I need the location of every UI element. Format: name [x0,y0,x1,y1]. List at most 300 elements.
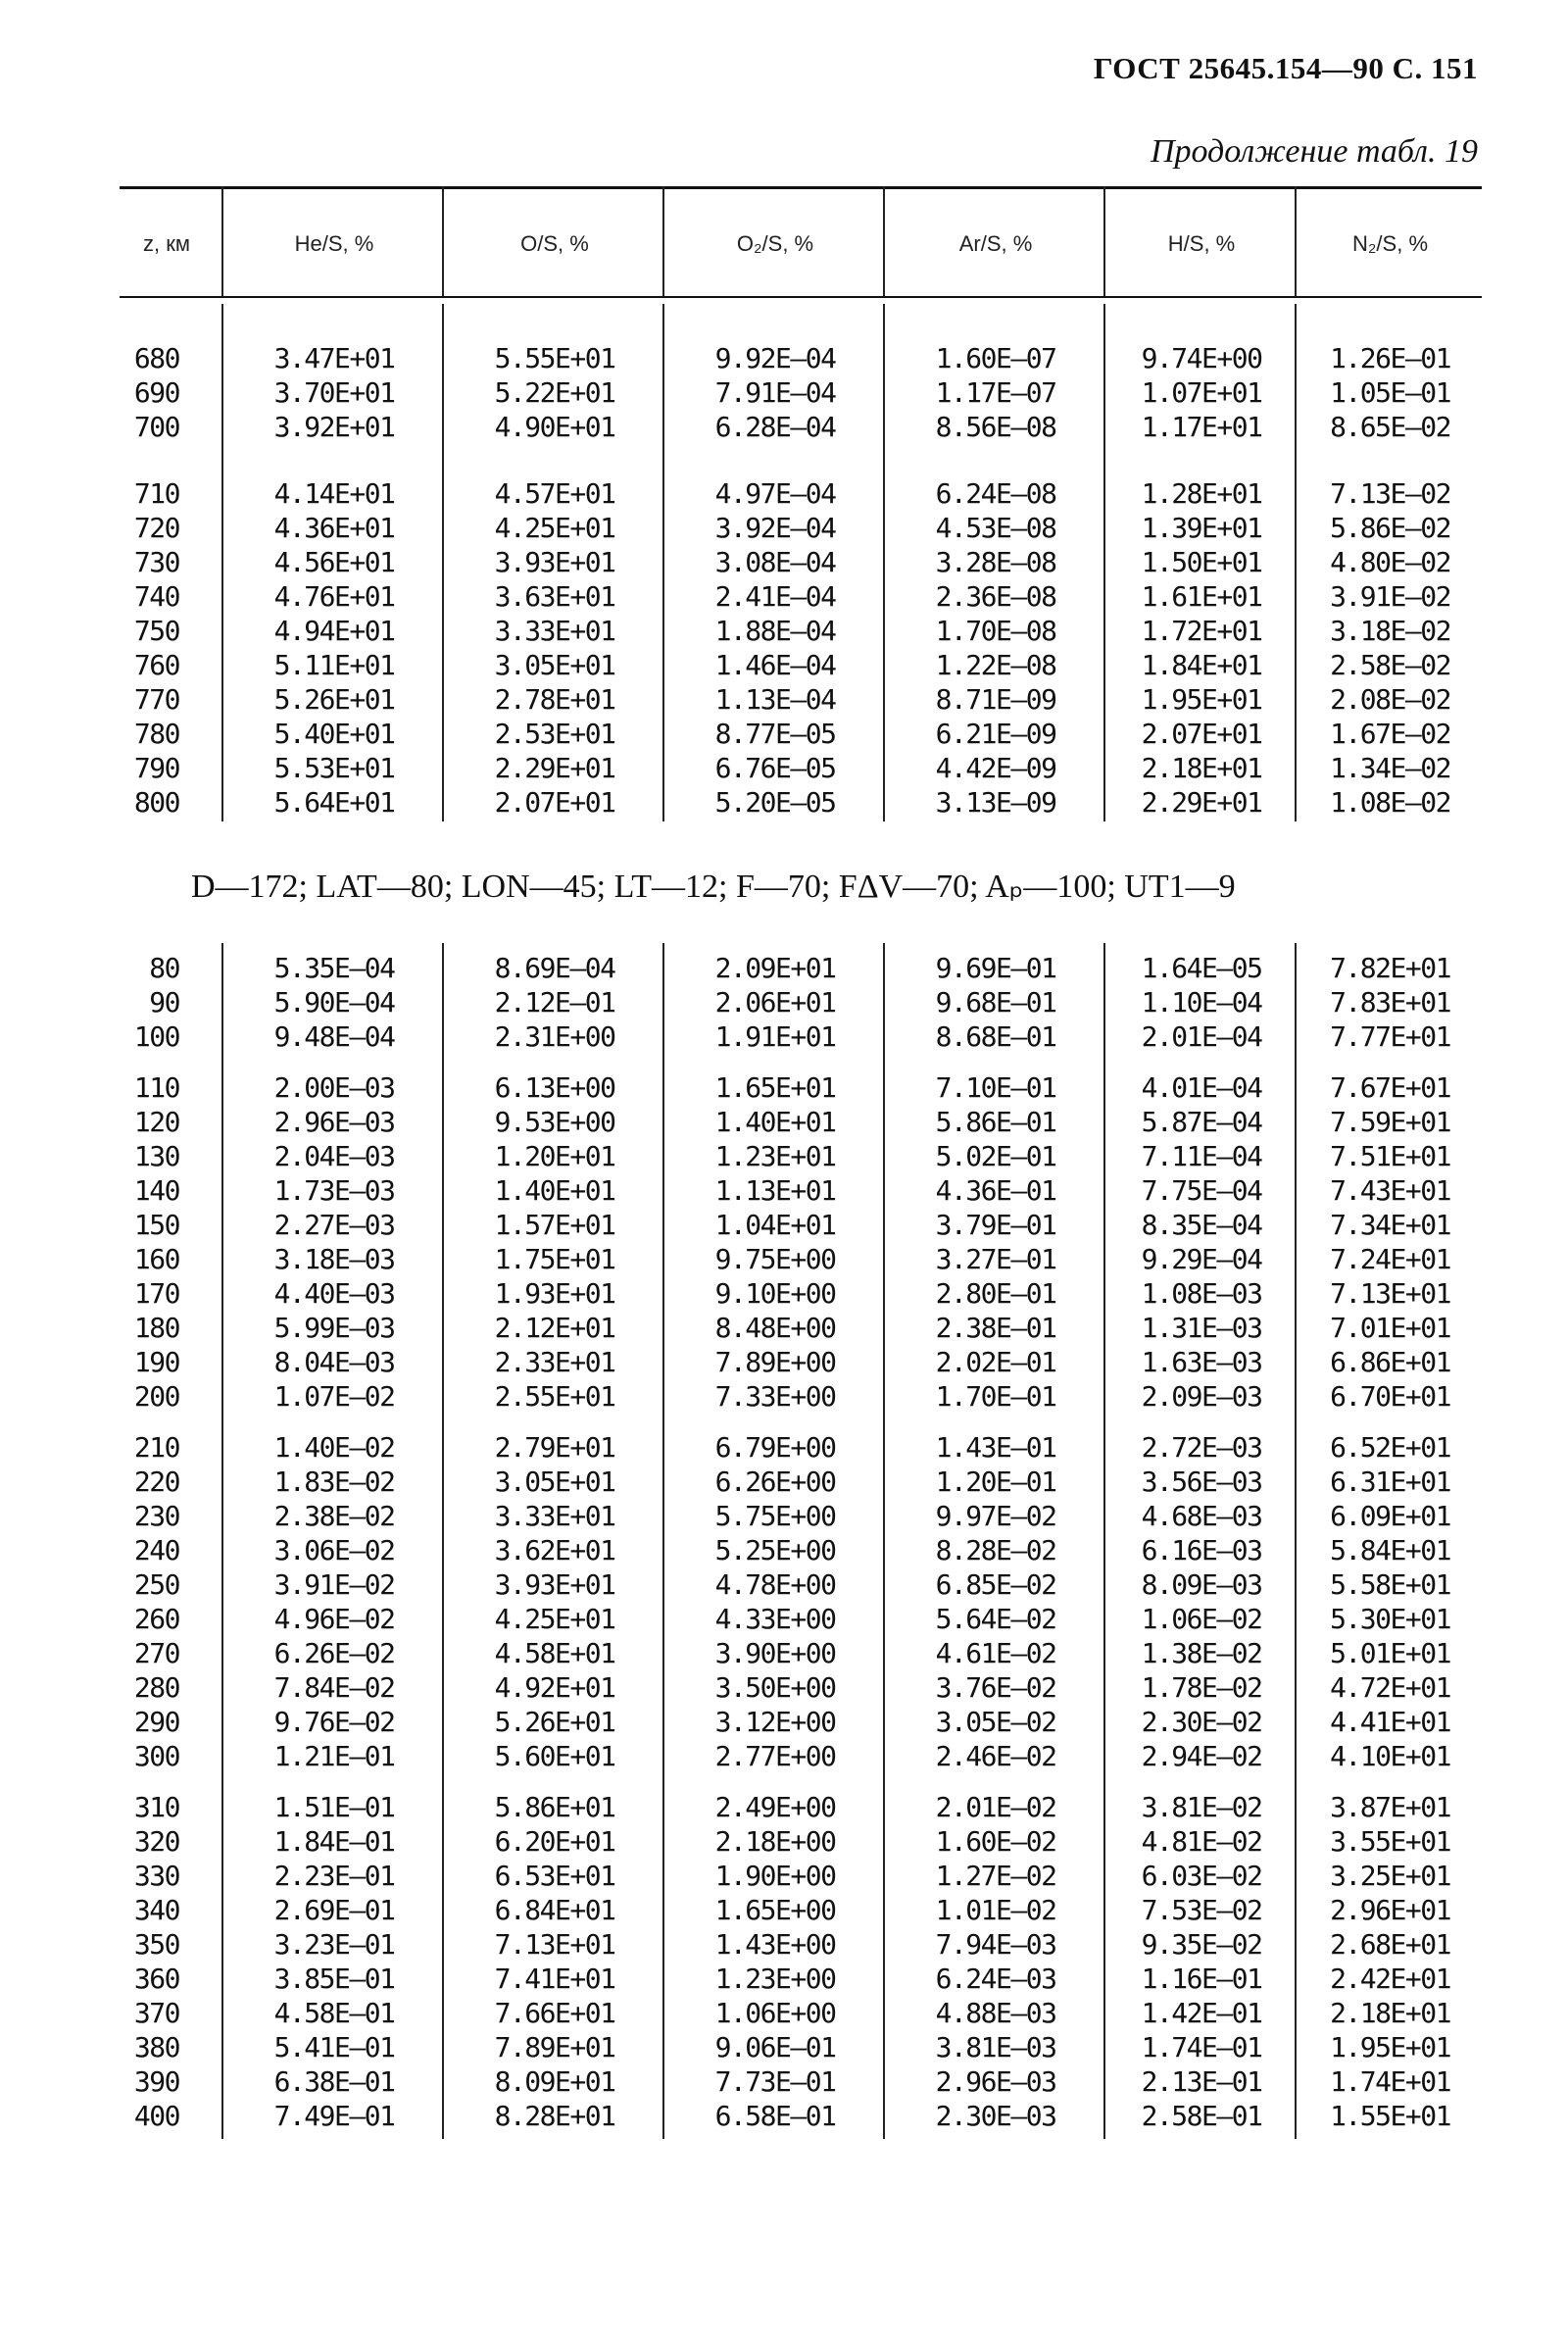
o-cell: 1.93E+01 [494,1277,615,1310]
n2-cell: 4.10E+01 [1330,1740,1450,1772]
altitude-cell: 160 [133,1243,179,1275]
n2-cell: 3.91E—02 [1330,580,1450,613]
h-cell: 1.07E+01 [1141,376,1262,409]
h-cell: 1.72E+01 [1141,615,1262,647]
altitude-cell: 150 [133,1209,179,1241]
n2-cell: 7.83E+01 [1330,986,1450,1019]
n2-cell: 1.67E—02 [1330,718,1450,750]
ar-cell: 8.68E—01 [935,1020,1056,1053]
o2-cell: 3.08E—04 [714,546,836,578]
table-top-rule [120,186,1482,189]
ar-cell: 4.53E—08 [935,512,1056,544]
he-cell: 1.21E—01 [273,1740,395,1772]
o-cell: 5.60E+01 [494,1740,615,1772]
he-cell: 9.48E—04 [273,1020,395,1053]
altitude-cell: 90 [149,986,179,1019]
o-cell: 1.57E+01 [494,1209,615,1241]
o-cell: 4.25E+01 [494,512,615,544]
o-cell: 2.07E+01 [494,786,615,819]
he-cell: 4.76E+01 [273,580,395,613]
o2-cell: 1.65E+00 [714,1894,836,1926]
altitude-cell: 100 [133,1020,179,1053]
n2-cell: 2.58E—02 [1330,649,1450,681]
page-header: ГОСТ 25645.154—90 С. 151 [1093,51,1478,85]
he-cell: 7.49E—01 [273,2100,395,2132]
o-cell: 8.28E+01 [494,2100,615,2132]
column-divider [442,304,444,821]
he-cell: 4.58E—01 [273,1997,395,2029]
altitude-cell: 170 [133,1277,179,1310]
h-cell: 4.01E—04 [1141,1071,1262,1104]
o-cell: 5.22E+01 [494,376,615,409]
altitude-cell: 140 [133,1174,179,1207]
altitude-cell: 250 [133,1568,179,1601]
he-cell: 4.56E+01 [273,546,395,578]
ar-cell: 2.38E—01 [935,1312,1056,1344]
ar-cell: 3.28E—08 [935,546,1056,578]
h-cell: 1.42E—01 [1141,1997,1262,2029]
altitude-cell: 790 [133,752,179,784]
n2-cell: 8.65E—02 [1330,411,1450,443]
h-cell: 1.39E+01 [1141,512,1262,544]
table-row [0,1790,1568,1824]
o-cell: 2.12E+01 [494,1312,615,1344]
table-row [0,951,1568,985]
altitude-cell: 130 [133,1140,179,1172]
he-cell: 4.94E+01 [273,615,395,647]
n2-cell: 7.34E+01 [1330,1209,1450,1241]
h-cell: 1.31E—03 [1141,1312,1262,1344]
table-row [0,1139,1568,1173]
he-cell: 2.38E—02 [273,1500,395,1532]
altitude-cell: 200 [133,1380,179,1413]
column-divider [662,186,664,296]
he-cell: 4.96E—02 [273,1603,395,1635]
altitude-cell: 210 [133,1431,179,1464]
table-row [0,785,1568,820]
column-divider [1295,943,1297,2139]
ar-cell: 1.20E—01 [935,1466,1056,1498]
he-cell: 6.38E—01 [273,2065,395,2098]
ar-cell: 2.01E—02 [935,1791,1056,1823]
he-cell: 4.40E—03 [273,1277,395,1310]
ar-cell: 8.56E—08 [935,411,1056,443]
o2-cell: 9.92E—04 [714,342,836,374]
h-cell: 1.78E—02 [1141,1671,1262,1704]
o2-cell: 1.06E+00 [714,1997,836,2029]
altitude-cell: 190 [133,1346,179,1378]
o-cell: 1.40E+01 [494,1174,615,1207]
o2-cell: 1.65E+01 [714,1071,836,1104]
altitude-cell: 230 [133,1500,179,1532]
o-cell: 7.41E+01 [494,1963,615,1995]
altitude-cell: 760 [133,649,179,681]
n2-cell: 5.86E—02 [1330,512,1450,544]
table-row [0,1242,1568,1276]
ar-cell: 2.80E—01 [935,1277,1056,1310]
he-cell: 2.04E—03 [273,1140,395,1172]
o-cell: 1.20E+01 [494,1140,615,1172]
altitude-cell: 350 [133,1928,179,1961]
h-cell: 6.16E—03 [1141,1534,1262,1566]
n2-cell: 4.80E—02 [1330,546,1450,578]
he-cell: 3.23E—01 [273,1928,395,1961]
ar-cell: 3.27E—01 [935,1243,1056,1275]
o-cell: 3.62E+01 [494,1534,615,1566]
h-cell: 2.30E—02 [1141,1706,1262,1738]
ar-cell: 6.24E—03 [935,1963,1056,1995]
table-row [0,1859,1568,1893]
he-cell: 5.99E—03 [273,1312,395,1344]
h-cell: 1.63E—03 [1141,1346,1262,1378]
table-row [0,1927,1568,1962]
o2-cell: 7.73E—01 [714,2065,836,2098]
table-row [0,1070,1568,1105]
altitude-cell: 330 [133,1860,179,1892]
h-cell: 1.74E—01 [1141,2031,1262,2063]
h-cell: 3.81E—02 [1141,1791,1262,1823]
h-cell: 1.50E+01 [1141,546,1262,578]
column-divider [1295,186,1297,296]
n2-cell: 6.31E+01 [1330,1466,1450,1498]
n2-cell: 3.87E+01 [1330,1791,1450,1823]
ar-cell: 2.30E—03 [935,2100,1056,2132]
table-row [0,1465,1568,1499]
altitude-cell: 700 [133,411,179,443]
n2-cell: 5.30E+01 [1330,1603,1450,1635]
o-cell: 6.13E+00 [494,1071,615,1104]
n2-cell: 5.01E+01 [1330,1637,1450,1669]
o-cell: 2.29E+01 [494,752,615,784]
ar-cell: 9.69E—01 [935,952,1056,984]
altitude-cell: 290 [133,1706,179,1738]
n2-cell: 2.42E+01 [1330,1963,1450,1995]
n2-cell: 1.08E—02 [1330,786,1450,819]
n2-cell: 4.41E+01 [1330,1706,1450,1738]
table-row [0,410,1568,444]
ar-cell: 3.13E—09 [935,786,1056,819]
h-cell: 2.94E—02 [1141,1740,1262,1772]
n2-cell: 2.96E+01 [1330,1894,1450,1926]
o2-cell: 6.58E—01 [714,2100,836,2132]
h-cell: 2.72E—03 [1141,1431,1262,1464]
ar-cell: 3.81E—03 [935,2031,1056,2063]
altitude-cell: 220 [133,1466,179,1498]
n2-cell: 7.24E+01 [1330,1243,1450,1275]
table-row [0,1962,1568,1996]
o-cell: 2.31E+00 [494,1020,615,1053]
altitude-cell: 770 [133,683,179,716]
o-cell: 4.92E+01 [494,1671,615,1704]
table-row [0,717,1568,751]
ar-cell: 4.61E—02 [935,1637,1056,1669]
o-cell: 3.63E+01 [494,580,615,613]
he-cell: 5.11E+01 [273,649,395,681]
o2-cell: 7.89E+00 [714,1346,836,1378]
o2-cell: 6.76E—05 [714,752,836,784]
he-cell: 5.64E+01 [273,786,395,819]
n2-cell: 7.13E—02 [1330,477,1450,510]
n2-cell: 2.68E+01 [1330,1928,1450,1961]
o2-cell: 1.90E+00 [714,1860,836,1892]
o2-cell: 3.90E+00 [714,1637,836,1669]
altitude-cell: 110 [133,1071,179,1104]
table-row [0,545,1568,579]
column-divider [662,943,664,2139]
o2-cell: 2.18E+00 [714,1825,836,1858]
h-cell: 2.09E—03 [1141,1380,1262,1413]
ar-cell: 1.70E—01 [935,1380,1056,1413]
column-divider [1103,304,1105,821]
he-cell: 9.76E—02 [273,1706,395,1738]
he-cell: 6.26E—02 [273,1637,395,1669]
o-cell: 2.53E+01 [494,718,615,750]
n2-cell: 6.09E+01 [1330,1500,1450,1532]
he-cell: 3.70E+01 [273,376,395,409]
o2-cell: 6.28E—04 [714,411,836,443]
ar-cell: 2.36E—08 [935,580,1056,613]
o-cell: 6.84E+01 [494,1894,615,1926]
column-divider [1103,943,1105,2139]
n2-cell: 2.08E—02 [1330,683,1450,716]
he-cell: 3.85E—01 [273,1963,395,1995]
o-cell: 2.55E+01 [494,1380,615,1413]
ar-cell: 1.70E—08 [935,615,1056,647]
column-divider [221,943,223,2139]
table-row [0,1311,1568,1345]
ar-cell: 8.28E—02 [935,1534,1056,1566]
o-cell: 4.57E+01 [494,477,615,510]
n2-cell: 7.82E+01 [1330,952,1450,984]
n2-cell: 1.55E+01 [1330,2100,1450,2132]
table-row [0,1893,1568,1927]
column-divider [883,304,885,821]
altitude-cell: 370 [133,1997,179,2029]
table-row [0,341,1568,375]
ar-cell: 1.60E—02 [935,1825,1056,1858]
he-cell: 7.84E—02 [273,1671,395,1704]
table-row [0,1276,1568,1311]
h-cell: 7.53E—02 [1141,1894,1262,1926]
o2-cell: 7.33E+00 [714,1380,836,1413]
column-divider [442,943,444,2139]
o-cell: 3.93E+01 [494,1568,615,1601]
ar-cell: 4.42E—09 [935,752,1056,784]
column-header-n2: N₂/S, % [1352,231,1428,256]
o2-cell: 1.04E+01 [714,1209,836,1241]
o-cell: 7.66E+01 [494,1997,615,2029]
o2-cell: 6.79E+00 [714,1431,836,1464]
ar-cell: 1.01E—02 [935,1894,1056,1926]
he-cell: 5.35E—04 [273,952,395,984]
h-cell: 1.95E+01 [1141,683,1262,716]
altitude-cell: 400 [133,2100,179,2132]
he-cell: 1.51E—01 [273,1791,395,1823]
altitude-cell: 720 [133,512,179,544]
o-cell: 9.53E+00 [494,1106,615,1138]
n2-cell: 7.59E+01 [1330,1106,1450,1138]
h-cell: 8.35E—04 [1141,1209,1262,1241]
o2-cell: 9.10E+00 [714,1277,836,1310]
o2-cell: 2.49E+00 [714,1791,836,1823]
altitude-cell: 680 [133,342,179,374]
condition-line: D—172; LAT—80; LON—45; LT—12; F—70; FΔV—70; Aₚ—100; UT1—9 [191,869,1236,905]
table-row [0,1567,1568,1602]
table-row [0,476,1568,511]
ar-cell: 3.76E—02 [935,1671,1056,1704]
h-cell: 1.17E+01 [1141,411,1262,443]
ar-cell: 1.17E—07 [935,376,1056,409]
column-divider [662,304,664,821]
h-cell: 1.38E—02 [1141,1637,1262,1669]
table-row [0,1670,1568,1705]
o2-cell: 1.88E—04 [714,615,836,647]
h-cell: 1.61E+01 [1141,580,1262,613]
o2-cell: 1.13E+01 [714,1174,836,1207]
h-cell: 2.18E+01 [1141,752,1262,784]
altitude-cell: 390 [133,2065,179,2098]
he-cell: 2.96E—03 [273,1106,395,1138]
he-cell: 3.91E—02 [273,1568,395,1601]
ar-cell: 2.96E—03 [935,2065,1056,2098]
o2-cell: 7.91E—04 [714,376,836,409]
table-row [0,1019,1568,1054]
ar-cell: 5.02E—01 [935,1140,1056,1172]
table-row [0,1499,1568,1533]
altitude-cell: 730 [133,546,179,578]
altitude-cell: 260 [133,1603,179,1635]
table-row [0,2064,1568,2099]
he-cell: 5.90E—04 [273,986,395,1019]
table-row [0,1430,1568,1465]
column-divider [221,186,223,296]
he-cell: 5.40E+01 [273,718,395,750]
he-cell: 1.84E—01 [273,1825,395,1858]
h-cell: 9.35E—02 [1141,1928,1262,1961]
table-row [0,2030,1568,2064]
altitude-cell: 80 [149,952,179,984]
h-cell: 7.11E—04 [1141,1140,1262,1172]
he-cell: 3.18E—03 [273,1243,395,1275]
n2-cell: 7.43E+01 [1330,1174,1450,1207]
column-header-o2: O₂/S, % [736,231,814,256]
ar-cell: 6.21E—09 [935,718,1056,750]
table-row [0,1208,1568,1242]
h-cell: 1.28E+01 [1141,477,1262,510]
h-cell: 4.81E—02 [1141,1825,1262,1858]
o2-cell: 3.50E+00 [714,1671,836,1704]
table-row [0,1173,1568,1208]
ar-cell: 3.05E—02 [935,1706,1056,1738]
o-cell: 7.89E+01 [494,2031,615,2063]
ar-cell: 1.43E—01 [935,1431,1056,1464]
n2-cell: 5.58E+01 [1330,1568,1450,1601]
n2-cell: 2.18E+01 [1330,1997,1450,2029]
altitude-cell: 240 [133,1534,179,1566]
o-cell: 6.20E+01 [494,1825,615,1858]
table-row [0,1533,1568,1567]
he-cell: 2.27E—03 [273,1209,395,1241]
h-cell: 5.87E—04 [1141,1106,1262,1138]
he-cell: 1.40E—02 [273,1431,395,1464]
table-row [0,1824,1568,1859]
table-row [0,1705,1568,1739]
o-cell: 2.78E+01 [494,683,615,716]
table-row [0,1739,1568,1773]
n2-cell: 7.13E+01 [1330,1277,1450,1310]
altitude-cell: 360 [133,1963,179,1995]
altitude-cell: 270 [133,1637,179,1669]
h-cell: 9.74E+00 [1141,342,1262,374]
column-header-o: O/S, % [520,231,589,256]
o2-cell: 5.75E+00 [714,1500,836,1532]
o2-cell: 3.12E+00 [714,1706,836,1738]
h-cell: 8.09E—03 [1141,1568,1262,1601]
he-cell: 3.47E+01 [273,342,395,374]
o-cell: 3.33E+01 [494,615,615,647]
o-cell: 5.55E+01 [494,342,615,374]
o-cell: 6.53E+01 [494,1860,615,1892]
column-divider [1295,304,1297,821]
o2-cell: 1.23E+00 [714,1963,836,1995]
table-row [0,751,1568,785]
n2-cell: 5.84E+01 [1330,1534,1450,1566]
altitude-cell: 710 [133,477,179,510]
h-cell: 2.01E—04 [1141,1020,1262,1053]
table-row [0,614,1568,648]
o-cell: 8.69E—04 [494,952,615,984]
h-cell: 1.08E—03 [1141,1277,1262,1310]
o-cell: 5.26E+01 [494,1706,615,1738]
o2-cell: 2.77E+00 [714,1740,836,1772]
altitude-cell: 690 [133,376,179,409]
n2-cell: 4.72E+01 [1330,1671,1450,1704]
table-row [0,2099,1568,2133]
h-cell: 1.16E—01 [1141,1963,1262,1995]
n2-cell: 7.67E+01 [1330,1071,1450,1104]
o-cell: 7.13E+01 [494,1928,615,1961]
table-row [0,1345,1568,1379]
o2-cell: 1.13E—04 [714,683,836,716]
o2-cell: 9.06E—01 [714,2031,836,2063]
h-cell: 3.56E—03 [1141,1466,1262,1498]
o2-cell: 8.77E—05 [714,718,836,750]
he-cell: 5.53E+01 [273,752,395,784]
o2-cell: 6.26E+00 [714,1466,836,1498]
n2-cell: 1.26E—01 [1330,342,1450,374]
h-cell: 1.06E—02 [1141,1603,1262,1635]
h-cell: 7.75E—04 [1141,1174,1262,1207]
he-cell: 4.14E+01 [273,477,395,510]
n2-cell: 3.55E+01 [1330,1825,1450,1858]
o2-cell: 1.91E+01 [714,1020,836,1053]
he-cell: 2.23E—01 [273,1860,395,1892]
altitude-cell: 800 [133,786,179,819]
o-cell: 8.09E+01 [494,2065,615,2098]
o2-cell: 4.97E—04 [714,477,836,510]
n2-cell: 1.95E+01 [1330,2031,1450,2063]
column-header-he: He/S, % [294,231,374,256]
he-cell: 2.69E—01 [273,1894,395,1926]
table-row [0,375,1568,410]
ar-cell: 8.71E—09 [935,683,1056,716]
n2-cell: 1.74E+01 [1330,2065,1450,2098]
ar-cell: 1.22E—08 [935,649,1056,681]
o2-cell: 1.23E+01 [714,1140,836,1172]
o-cell: 3.93E+01 [494,546,615,578]
column-header-z: z, км [143,231,190,256]
n2-cell: 1.05E—01 [1330,376,1450,409]
